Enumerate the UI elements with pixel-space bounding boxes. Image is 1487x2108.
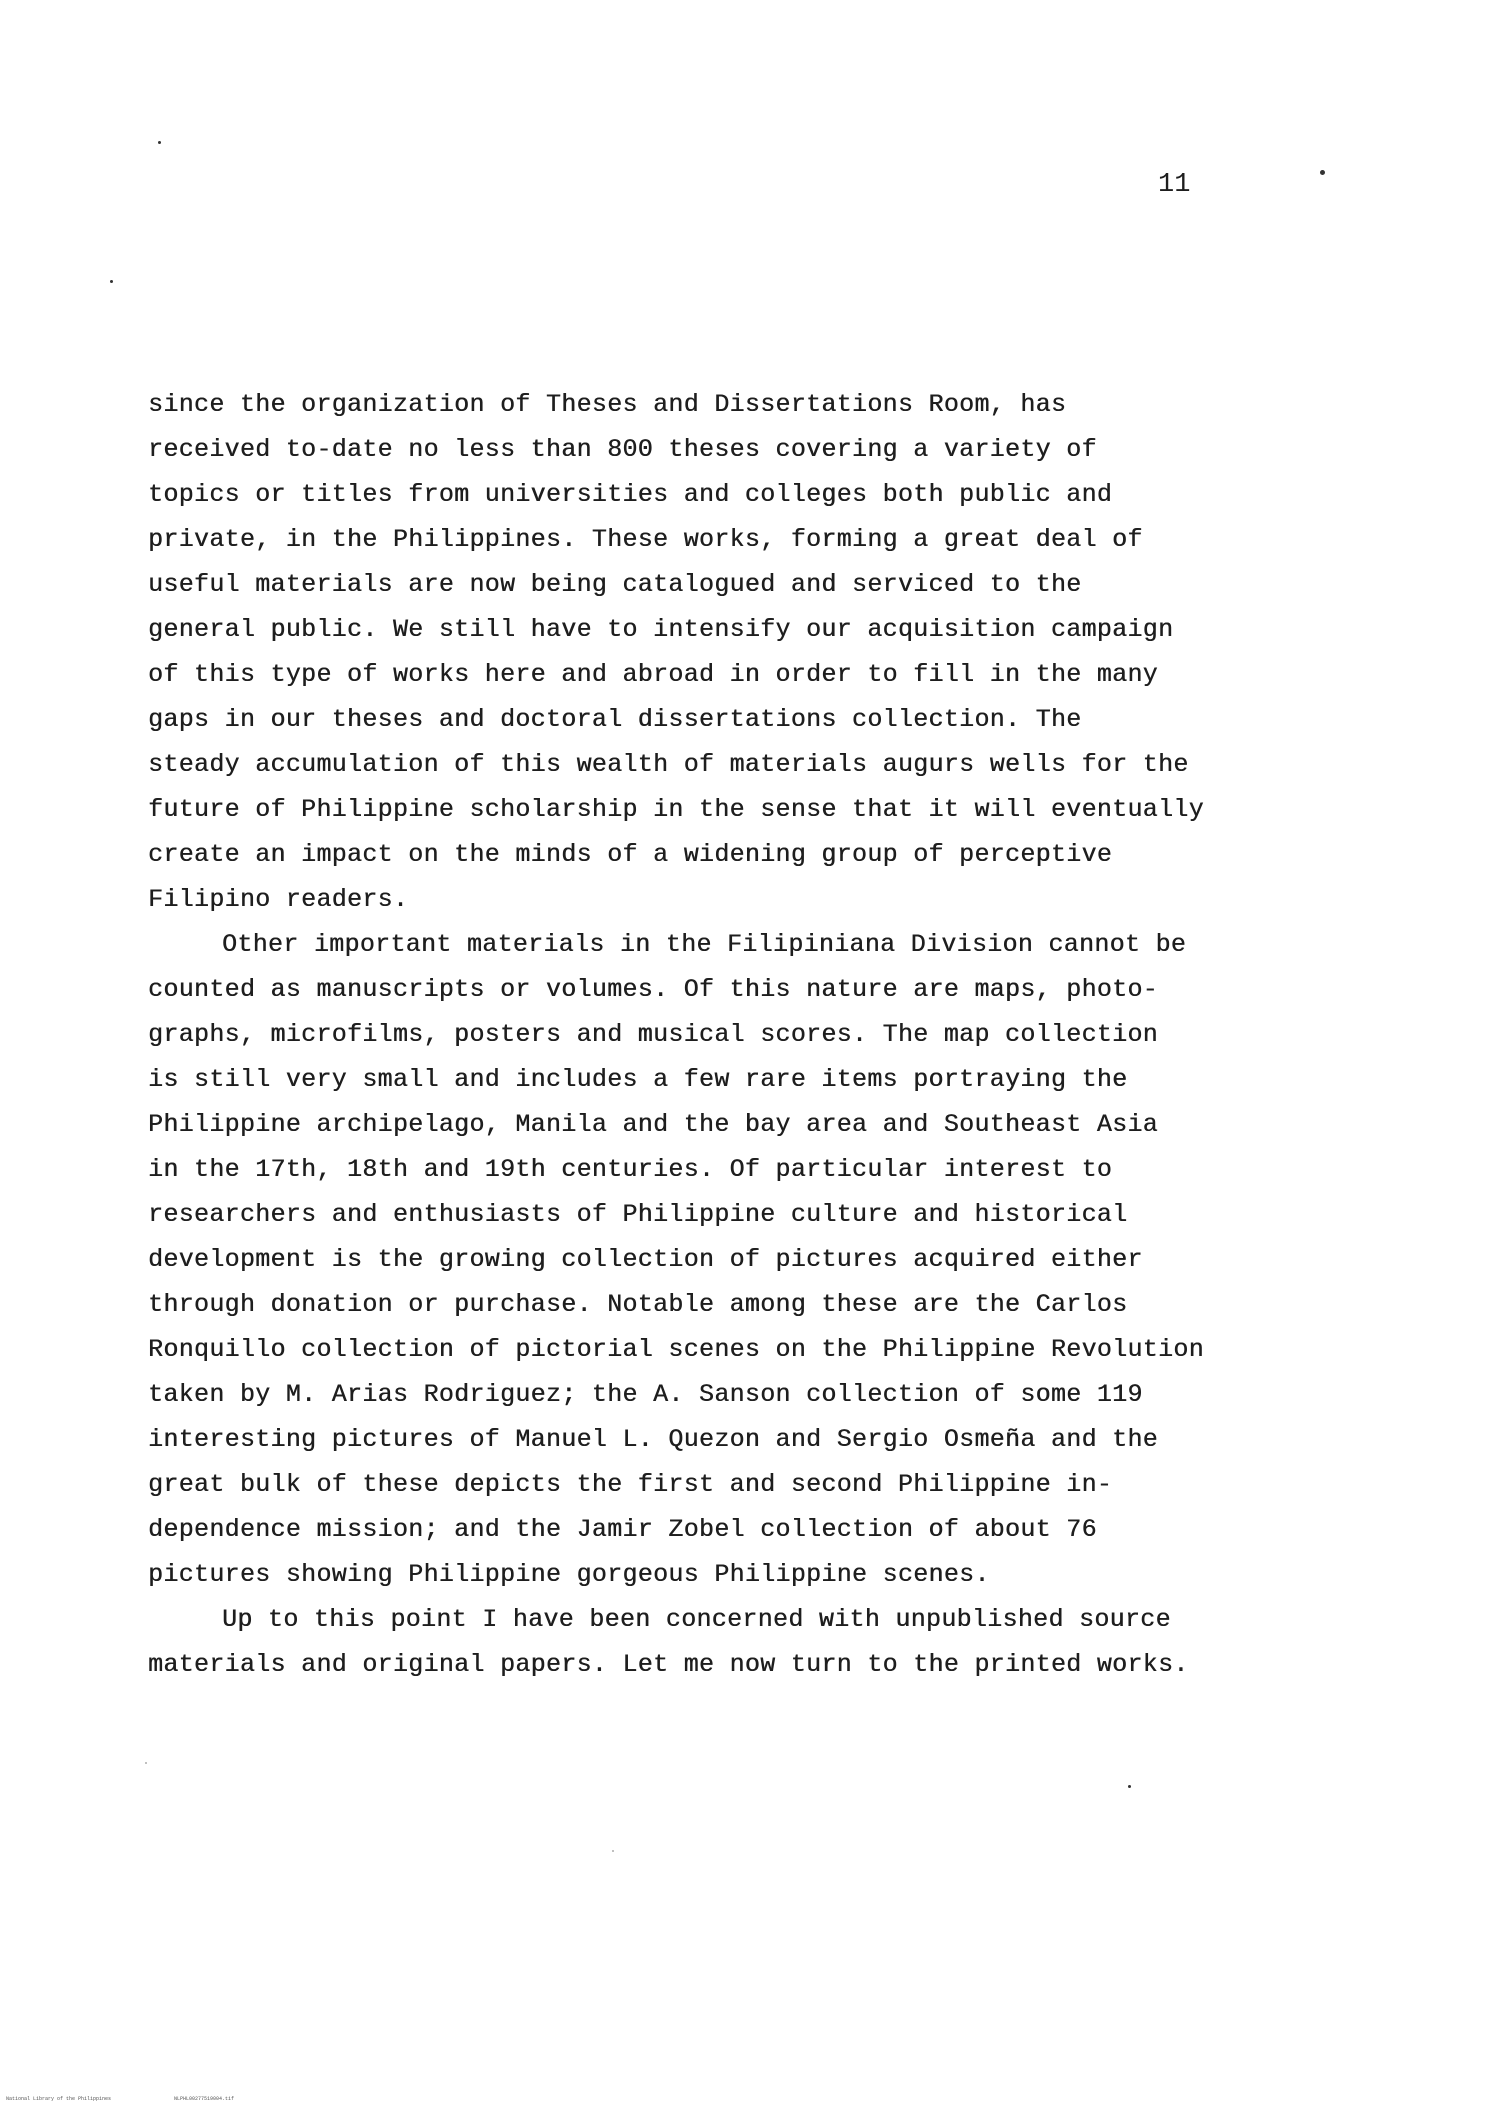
text-line: topics or titles from universities and colleges both public and — [148, 480, 1113, 509]
text-line: Philippine archipelago, Manila and the bay area and Southeast Asia — [148, 1110, 1158, 1139]
footer-library: National Library of the Philippines — [6, 2096, 112, 2102]
text-line: materials and original papers. Let me now turn to the printed works. — [148, 1650, 1189, 1679]
scan-speck — [145, 1762, 147, 1764]
text-line: gaps in our theses and doctoral dissertations collection. The — [148, 705, 1082, 734]
text-line: Other important materials in the Filipiniana Division cannot be — [222, 930, 1187, 959]
text-line: graphs, microfilms, posters and musical scores. The map collection — [148, 1020, 1158, 1049]
text-line: Up to this point I have been concerned with unpublished source — [222, 1605, 1171, 1634]
text-line: received to-date no less than 800 theses covering a variety of — [148, 435, 1097, 464]
scan-speck — [612, 1850, 614, 1852]
text-line: is still very small and includes a few rare items portraying the — [148, 1065, 1128, 1094]
text-line: useful materials are now being catalogued and serviced to the — [148, 570, 1082, 599]
text-line: development is the growing collection of pictures acquired either — [148, 1245, 1143, 1274]
text-line: private, in the Philippines. These works, forming a great deal of — [148, 525, 1143, 554]
text-line: pictures showing Philippine gorgeous Philippine scenes. — [148, 1560, 990, 1589]
text-line: future of Philippine scholarship in the sense that it will eventually — [148, 795, 1204, 824]
text-line: create an impact on the minds of a widening group of perceptive — [148, 840, 1113, 869]
text-line: dependence mission; and the Jamir Zobel collection of about 76 — [148, 1515, 1097, 1544]
paragraph — [148, 1597, 1208, 1687]
body-text — [148, 382, 1208, 1687]
footer-file-id: NLPHL00277519004.tif — [174, 2096, 235, 2102]
scan-footer — [6, 2096, 294, 2102]
text-line: taken by M. Arias Rodriguez; the A. Sanson collection of some 119 — [148, 1380, 1143, 1409]
text-line: great bulk of these depicts the first and second Philippine in- — [148, 1470, 1113, 1499]
scan-speck — [110, 280, 113, 283]
paragraph — [148, 382, 1208, 922]
text-line: since the organization of Theses and Dissertations Room, has — [148, 390, 1067, 419]
text-line: in the 17th, 18th and 19th centuries. Of particular interest to — [148, 1155, 1113, 1184]
text-line: counted as manuscripts or volumes. Of this nature are maps, photo- — [148, 975, 1158, 1004]
text-line: interesting pictures of Manuel L. Quezon and Sergio Osmeña and the — [148, 1425, 1158, 1454]
page-number: 11 — [1158, 170, 1191, 200]
paragraph — [148, 922, 1208, 1597]
text-line: general public. We still have to intensify our acquisition campaign — [148, 615, 1174, 644]
text-line: steady accumulation of this wealth of materials augurs wells for the — [148, 750, 1189, 779]
text-line: researchers and enthusiasts of Philippine culture and historical — [148, 1200, 1128, 1229]
scan-speck — [158, 141, 161, 144]
text-line: Filipino readers. — [148, 885, 409, 914]
scan-speck — [1128, 1785, 1131, 1788]
text-line: of this type of works here and abroad in order to fill in the many — [148, 660, 1158, 689]
text-line: through donation or purchase. Notable among these are the Carlos — [148, 1290, 1128, 1319]
scan-speck — [1320, 170, 1325, 175]
text-line: Ronquillo collection of pictorial scenes on the Philippine Revolution — [148, 1335, 1204, 1364]
